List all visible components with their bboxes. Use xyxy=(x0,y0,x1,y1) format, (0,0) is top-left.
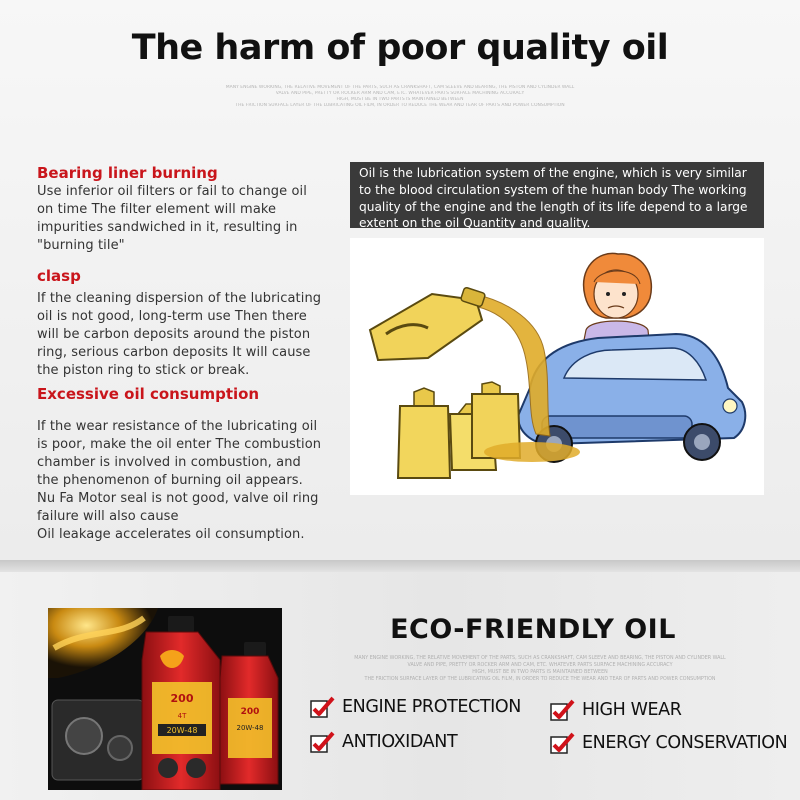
section-excessive-oil xyxy=(37,384,355,544)
feature-label: ENERGY CONSERVATION xyxy=(582,733,788,753)
fine-print-line: THE FRICTION SURFACE LAYER OF THE LUBRICATING OIL FILM, IN ORDER TO REDUCE THE WEAR AND TEAR OF PARTS AND POWER CONSUMPTION xyxy=(235,103,565,108)
section-line: impurities sandwiched in it, resulting in xyxy=(37,220,298,235)
checkbox-checked-icon xyxy=(550,699,575,721)
car-oil-illustration xyxy=(350,238,764,495)
oil-jugs-ground xyxy=(398,382,520,478)
feature-label: ANTIOXIDANT xyxy=(342,732,458,752)
section-bearing-liner xyxy=(37,163,355,255)
section-body xyxy=(37,183,355,255)
section-line: Nu Fa Motor seal is not good, valve oil ring xyxy=(37,491,319,506)
fine-print-line: VALVE AND PIPE, PRETTY OR ROCKER ARM AND CAM, ETC. WHATEVER PARTS SURFACE MACHINING ACCURACY xyxy=(275,91,525,96)
feature-energy-conservation xyxy=(550,732,787,754)
section-body xyxy=(37,418,355,544)
feature-antioxidant xyxy=(310,731,457,753)
feature-high-wear xyxy=(550,699,682,721)
checkbox-checked-icon xyxy=(310,696,335,718)
section-divider xyxy=(0,560,800,572)
section-line: will be carbon deposits around the piston xyxy=(37,327,311,342)
section-heading: Excessive oil consumption xyxy=(37,385,260,403)
fine-print-bottom xyxy=(310,655,770,683)
section-line: is poor, make the oil enter The combustion xyxy=(37,437,322,452)
bottle-stroke-label: 4T xyxy=(177,712,187,720)
fine-print-top xyxy=(180,85,620,109)
oil-bottles-photo xyxy=(48,608,282,790)
section-line: "burning tile" xyxy=(37,238,125,253)
car xyxy=(518,334,745,462)
section-heading: Bearing liner burning xyxy=(37,164,218,182)
callout-line: to the blood circulation system of the human body The working xyxy=(359,182,747,197)
section-line: If the cleaning dispersion of the lubricating xyxy=(37,291,322,306)
feature-label: HIGH WEAR xyxy=(582,700,682,720)
section-line: the piston ring to stick or break. xyxy=(37,363,250,378)
section-line: If the wear resistance of the lubricating oil xyxy=(37,419,318,434)
feature-engine-protection xyxy=(310,696,521,718)
section-line: the phenomenon of burning oil appears. xyxy=(37,473,303,488)
section-line: Oil leakage accelerates oil consumption. xyxy=(37,527,305,542)
checkbox-checked-icon xyxy=(550,732,575,754)
fine-print-line: MANY ENGINE WORKING, THE RELATIVE MOVEMENT OF THE PARTS, SUCH AS CRANKSHAFT, CAM SLEEVE AND BEARING, THE PISTON AND CYLINDER WALL xyxy=(225,85,575,90)
section-line: failure will also cause xyxy=(37,509,179,524)
section-body xyxy=(37,290,355,380)
fine-print-line: HIGH, MUST BE IN TWO PARTS IS MAINTAINED BETWEEN xyxy=(336,97,464,102)
callout-line: Oil is the lubrication system of the engine, which is very similar xyxy=(359,166,747,180)
bottle-grade-label: 20W-48 xyxy=(166,726,198,735)
fine-print-line: HIGH, MUST BE IN TWO PARTS IS MAINTAINED BETWEEN xyxy=(472,670,608,675)
oil-callout-box xyxy=(350,162,764,231)
section-line: chamber is involved in combustion, and xyxy=(37,455,301,470)
section-line: ring, serious carbon deposits It will cause xyxy=(37,345,311,360)
fine-print-line: THE FRICTION SURFACE LAYER OF THE LUBRICATING OIL FILM, IN ORDER TO REDUCE THE WEAR AND TEAR OF PARTS AND POWER CONSUMPTION xyxy=(364,677,716,682)
pouring-oil-jug xyxy=(370,287,486,360)
checkbox-checked-icon xyxy=(310,731,335,753)
callout-line: quality of the engine and the length of its life depend to a large xyxy=(359,199,748,214)
section-line: on time The filter element will make xyxy=(37,202,277,217)
page-title: The harm of poor quality oil xyxy=(131,28,669,68)
callout-line: extent on the oil Quantity and quality. xyxy=(359,216,591,231)
feature-label: ENGINE PROTECTION xyxy=(342,697,521,717)
fine-print-line: MANY ENGINE WORKING, THE RELATIVE MOVEMENT OF THE PARTS, SUCH AS CRANKSHAFT, CAM SLEEVE AND BEARING, THE PISTON AND CYLINDER WALL xyxy=(354,656,726,661)
section-line: oil is not good, long-term use Then there xyxy=(37,309,307,324)
bottle-brand-label: 200 xyxy=(170,692,194,705)
bottle-brand-label: 200 xyxy=(240,707,260,717)
section-line: Use inferior oil filters or fail to change oil xyxy=(37,184,307,199)
fine-print-line: VALVE AND PIPE, PRETTY OR ROCKER ARM AND CAM, ETC. WHATEVER PARTS SURFACE MACHINING ACCURACY xyxy=(407,663,673,668)
section-clasp xyxy=(37,266,355,380)
oil-bottle-small xyxy=(220,642,278,784)
section-heading: clasp xyxy=(37,267,81,285)
bottle-grade-label: 20W-48 xyxy=(236,724,264,732)
eco-title: ECO-FRIENDLY OIL xyxy=(390,614,676,645)
harm-sections xyxy=(37,163,355,544)
